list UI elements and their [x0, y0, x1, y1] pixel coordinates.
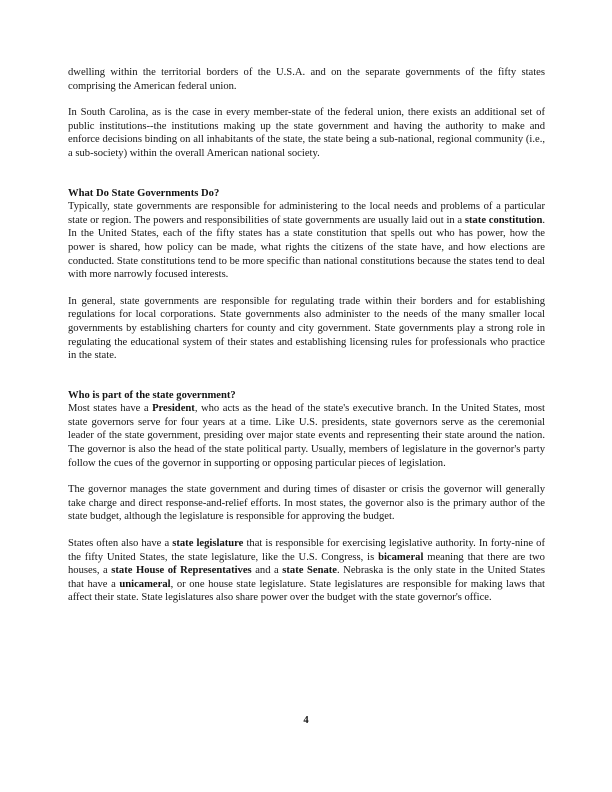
paragraph: [68, 200, 545, 282]
section-heading: Who is part of the state government?: [68, 389, 236, 401]
paragraph: [68, 402, 545, 470]
text-run: . Nebraska is the only state in the United States that have a: [68, 565, 545, 590]
text-run: In general, state governments are responsible for regulating trade within their borders and for establishing regulations for local corporations. State governments also administer to the needs of the many smaller local governments by establishing charters for county and city government. State governments play a strong role in regulating the educational system of their states and establishing licensing rules for professionals who practice in the state.: [68, 295, 545, 362]
text-run: dwelling within the territorial borders of the U.S.A. and on the separate governments of the fifty states comprising the American federal union.: [68, 67, 545, 92]
section-gap: [68, 174, 545, 187]
text-run: . In the United States, each of the fifty states has a state constitution that spells out who has power, how the power is shared, how policy can be made, what rights the citizens of the state have, and how elections are conducted. State constitutions tend to be more specific than national constitutions because the states tend to deal with more narrowly focused interests.: [68, 214, 545, 281]
bold-term: state Senate: [282, 565, 337, 577]
section-gap: [68, 376, 545, 389]
bold-term: state constitution: [464, 214, 543, 226]
bold-term: President: [152, 403, 195, 415]
bold-term: state House of Representatives: [111, 565, 252, 577]
text-run: and a: [251, 565, 283, 577]
text-run: Typically, state governments are responsible for administering to the local needs and problems of a particular state or region. The powers and responsibilities of state governments are usually laid out in a: [68, 201, 545, 226]
text-run: meaning that there are two houses, a: [68, 551, 545, 577]
paragraph: [68, 483, 545, 524]
bold-term: unicameral: [119, 578, 171, 590]
text-run: , or one house state legislature. State legislatures are responsible for making laws that affect their state. State legislatures also share power over the budget with the state governor's office.: [68, 578, 545, 604]
text-run: States often also have a: [68, 538, 173, 550]
paragraph: [68, 66, 545, 93]
bold-term: state legislature: [172, 538, 244, 550]
text-run: , who acts as the head of the state's executive branch. In the United States, most state governors serve for four years at a time. Like U.S. presidents, state governors serve as the ceremonial leader of the state government, presiding over major state events and representing their state around the nation. The governor is also the head of the state political party. Usually, members of legislature in the governor's party follow the cues of the governor in supporting or opposing particular pieces of legislation.: [68, 403, 545, 469]
text-run: that is responsible for exercising legislative authority. In forty-nine of the fifty United States, the state legislature, like the U.S. Congress, is: [68, 538, 545, 563]
document-body: [68, 66, 545, 605]
paragraph: [68, 106, 545, 160]
bold-term: bicameral: [378, 551, 424, 563]
text-run: Most states have a: [68, 403, 153, 415]
paragraph: [68, 537, 545, 605]
section-heading: What Do State Governments Do?: [68, 187, 220, 199]
text-run: The governor manages the state government and during times of disaster or crisis the governor will generally take charge and direct response-and-relief efforts. In most states, the governor also is the primary author of the state budget, although the legislature is responsible for approving the budget.: [68, 484, 545, 523]
text-run: In South Carolina, as is the case in every member-state of the federal union, there exists an additional set of public institutions--the institutions making up the state government and having the authority to make and enforce decisions binding on all inhabitants of the state, the state being a sub-national, regional community (i.e., a sub-society) within the overall American national society.: [68, 107, 545, 159]
paragraph: [68, 295, 545, 363]
page-number: 4: [303, 715, 309, 726]
